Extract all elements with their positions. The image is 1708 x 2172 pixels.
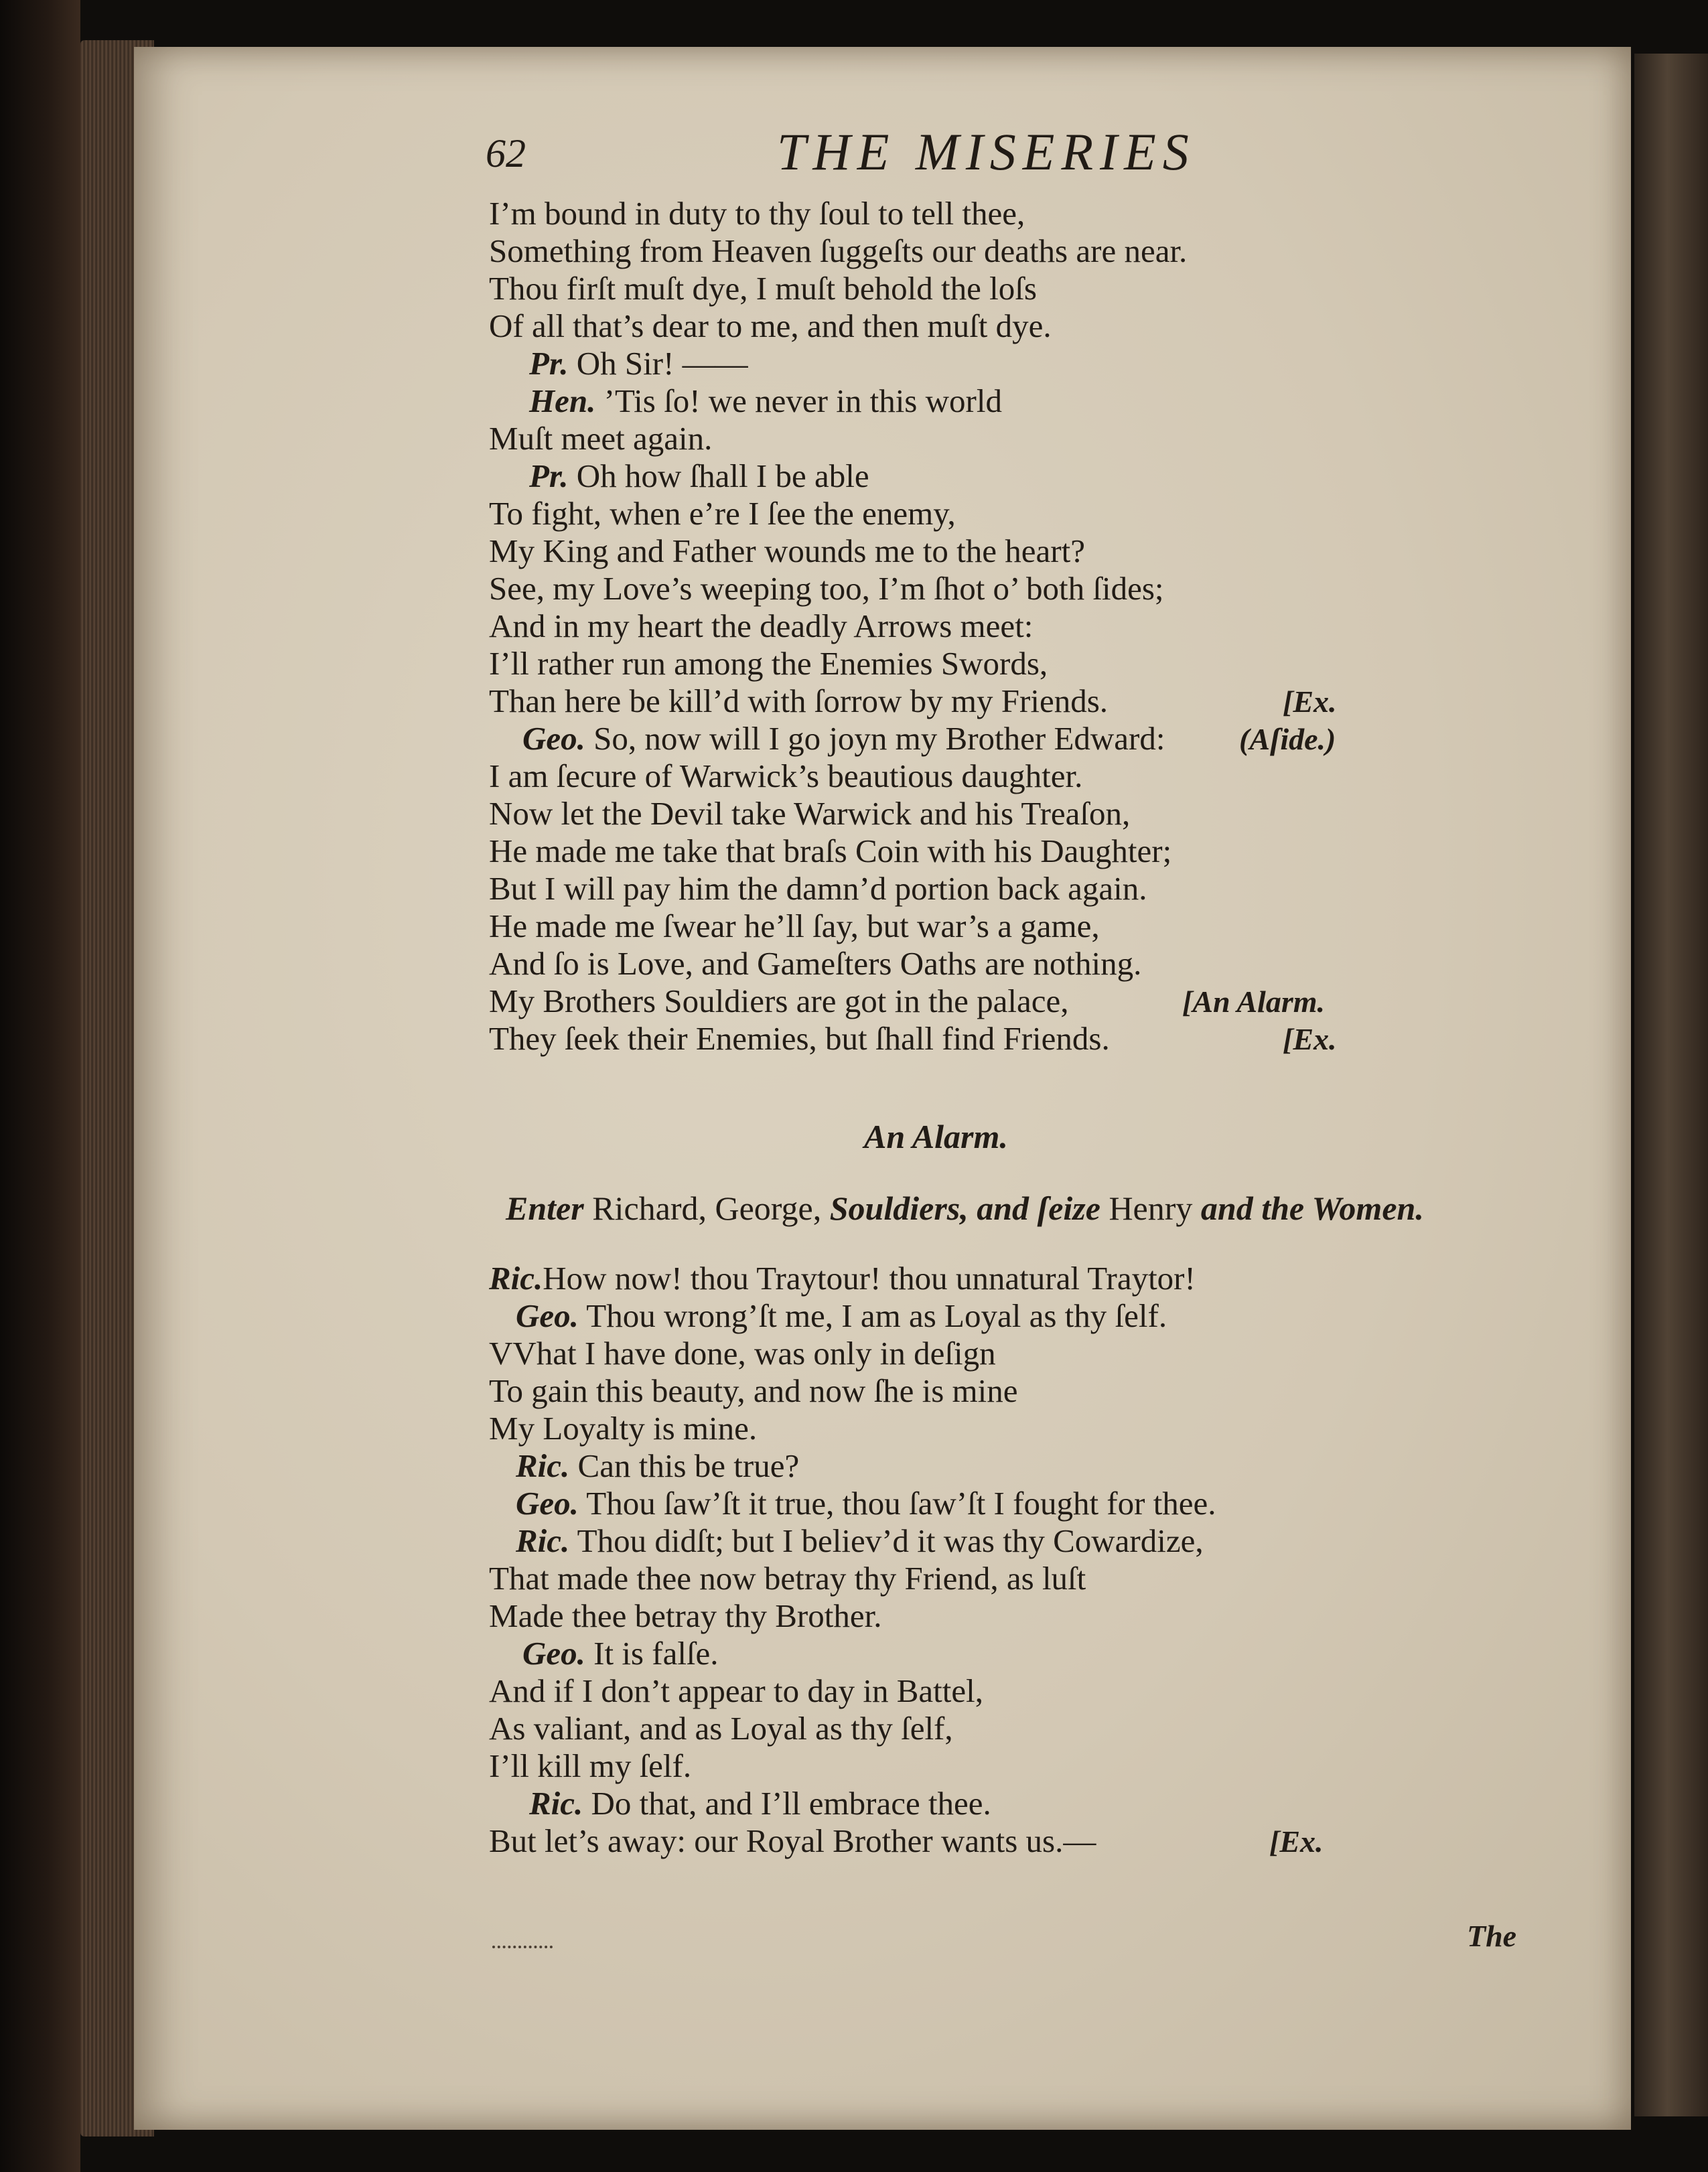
text-line: But I will pay him the damn’d portion back again. (489, 870, 1147, 907)
book-cover-left (0, 0, 80, 2172)
text-line: Now let the Devil take Warwick and his Treaſon, (489, 795, 1131, 832)
text-line: Than here be kill’d with ſorrow by my Friends. (489, 682, 1109, 719)
speaker-label: Geo. (522, 1635, 585, 1672)
stage-direction-center: An Alarm. (864, 1118, 1008, 1155)
text-line: Ric. Thou didſt; but I believ’d it was thy Cowardize, (516, 1522, 1204, 1559)
stage-direction-exit: [Ex. (1283, 684, 1337, 719)
text-line: Geo. Thou ſaw’ſt it true, thou ſaw’ſt I fought for thee. (516, 1485, 1216, 1522)
stage-direction-exit: [Ex. (1283, 1022, 1337, 1056)
text-line: I’m bound in duty to thy ſoul to tell thee, (489, 195, 1025, 232)
stage-direction-exit: [Ex. (1269, 1824, 1324, 1859)
next-page-edge (1634, 54, 1708, 2116)
stage-direction-aside: (Aſide.) (1239, 722, 1336, 756)
text-line: I am ſecure of Warwick’s beautious daughter. (489, 757, 1083, 794)
text-line: Geo. So, now will I go joyn my Brother Edward: (522, 720, 1165, 757)
text-line: And if I don’t appear to day in Battel, (489, 1672, 983, 1709)
speaker-label: Hen. (529, 382, 596, 419)
text-line: They ſeek their Enemies, but ſhall find Friends. (489, 1020, 1110, 1057)
printer-mark (492, 1946, 553, 1951)
text-line: My Brothers Souldiers are got in the palace, (489, 983, 1069, 1019)
speaker-label: Ric. (489, 1260, 543, 1297)
text-line: Made thee betray thy Brother. (489, 1597, 882, 1634)
text-line: As valiant, and as Loyal as thy ſelf, (489, 1710, 953, 1747)
text-line: Muſt meet again. (489, 420, 713, 457)
text-line: Ric. Can this be true? (516, 1447, 800, 1484)
text-line: To gain this beauty, and now ſhe is mine (489, 1372, 1018, 1409)
speaker-label: Geo. (516, 1485, 579, 1522)
text-line: My Loyalty is mine. (489, 1410, 758, 1447)
speaker-label: Ric. (516, 1447, 570, 1484)
text-line: Geo. It is falſe. (522, 1635, 719, 1672)
text-line: But let’s away: our Royal Brother wants us.— (489, 1822, 1096, 1859)
text-line: He made me ſwear he’ll ſay, but war’s a game, (489, 908, 1100, 944)
speaker-label: Ric. (516, 1522, 570, 1559)
text-line: To fight, when e’re I ſee the enemy, (489, 495, 956, 532)
text-line: Ric.How now! thou Traytour! thou unnatural Traytor! (489, 1260, 1196, 1297)
text-line: He made me take that braſs Coin with his Daughter; (489, 832, 1172, 869)
catchword: The (1467, 1919, 1517, 1953)
text-line: Pr. Oh how ſhall I be able (529, 457, 869, 494)
speaker-label: Ric. (529, 1785, 583, 1822)
text-line: That made thee now betray thy Friend, as luſt (489, 1560, 1086, 1597)
text-line: I’ll kill my ſelf. (489, 1747, 692, 1784)
text-line: My King and Father wounds me to the heart? (489, 532, 1085, 569)
speaker-label: Pr. (529, 457, 569, 494)
text-line: Geo. Thou wrong’ſt me, I am as Loyal as thy ſelf. (516, 1297, 1167, 1334)
text-line: And in my heart the deadly Arrows meet: (489, 607, 1034, 644)
text-line: Ric. Do that, and I’ll embrace thee. (529, 1785, 991, 1822)
stage-direction-alarm: [An Alarm. (1182, 985, 1326, 1019)
text-line: Something from Heaven ſuggeſts our deaths are near. (489, 232, 1188, 269)
running-title: THE MISERIES (777, 123, 1196, 181)
speaker-label: Geo. (516, 1297, 579, 1334)
entry-direction: Enter Richard, George, Souldiers, and ſeize Henry and the Women. (506, 1189, 1424, 1227)
speaker-label: Pr. (529, 345, 569, 382)
text-line: I’ll rather run among the Enemies Swords, (489, 645, 1048, 682)
text-line: VVhat I have done, was only in deſign (489, 1335, 996, 1372)
text-line: Pr. Oh Sir! —— (529, 345, 748, 382)
page-number: 62 (486, 131, 526, 175)
text-line: And ſo is Love, and Gameſters Oaths are nothing. (489, 945, 1142, 982)
text-line: Hen. ’Tis ſo! we never in this world (529, 382, 1002, 419)
text-line: See, my Love’s weeping too, I’m ſhot o’ both ſides; (489, 570, 1164, 607)
speaker-label: Geo. (522, 720, 585, 757)
text-line: Thou firſt muſt dye, I muſt behold the loſs (489, 270, 1037, 307)
text-line: Of all that’s dear to me, and then muſt dye. (489, 307, 1052, 344)
